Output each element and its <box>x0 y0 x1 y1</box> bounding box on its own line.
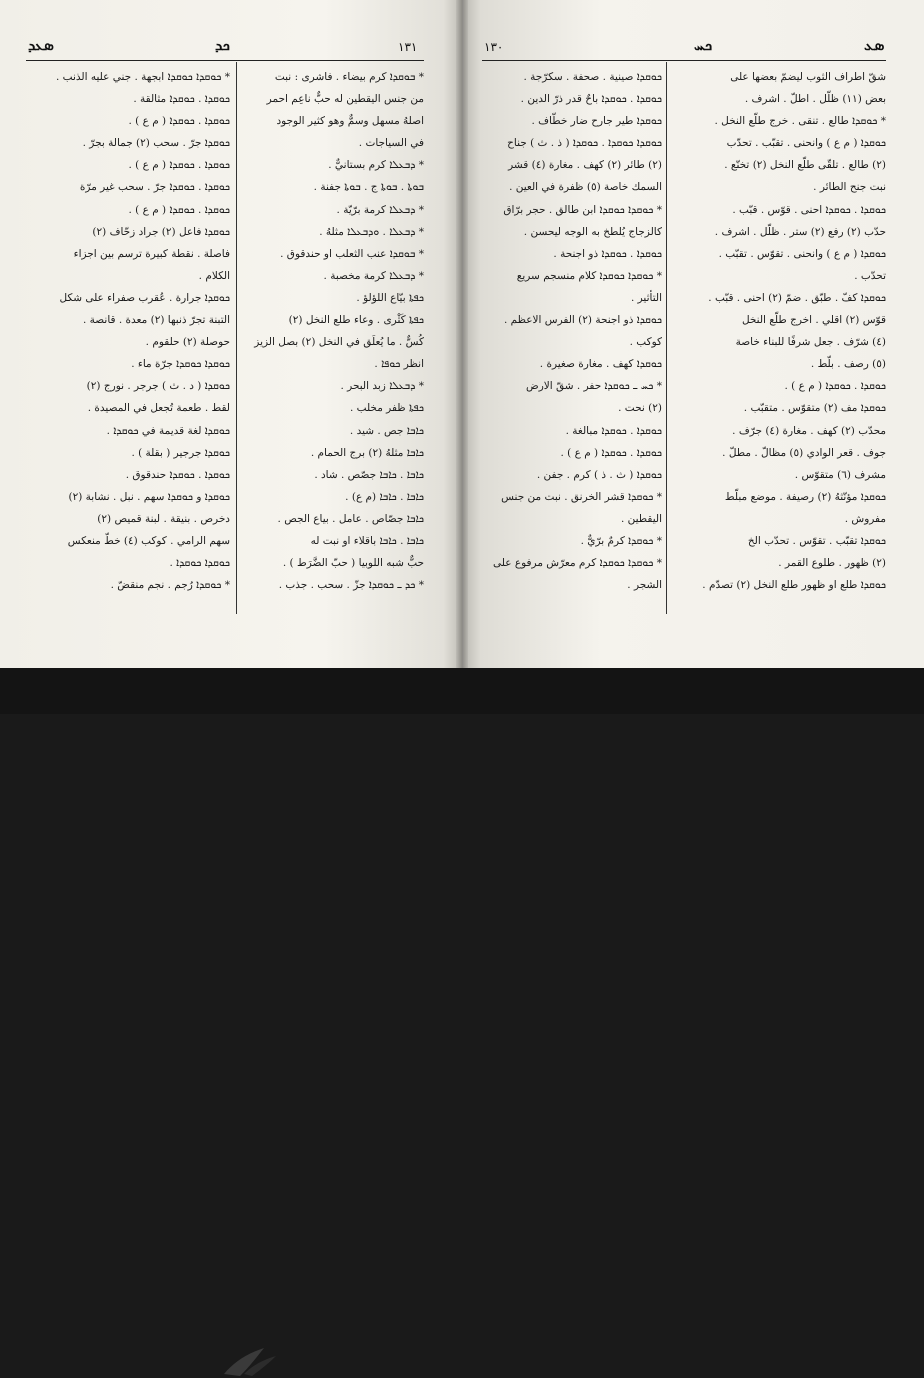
left-page-left-column-entry-line: لقط . طعمة تُجعل في المصيدة . <box>87 402 230 415</box>
right-page-number: ١٣٠ <box>484 40 504 54</box>
left-page-right-column-entry-line: * ܟܕ ـ ܟܘܩܕܐ جزّ . سحب . جذب . <box>278 579 424 592</box>
right-page-right-column-entry-line: ܟܘܩܕܐ ( م ع ) وانحنى . تقبّب . تحدّب <box>726 137 886 150</box>
left-page-left-column-entry-line: ܟܘܩܕܐ ܟܘܩܕܐ . <box>169 557 230 570</box>
left-page-right-column-entry-line: ܟܐܒܐ جصّاص . عامل . بياع الجص . <box>277 512 424 525</box>
left-page-left-column-entry-line: ܟܘܩܕܐ . ܟܘܩܕܐ جرّ . سحب غير مرّة <box>79 181 230 194</box>
right-page-left-column-entry-line: * ܟܘܩܕܐ كرمٌ برّيٌّ . <box>580 534 662 547</box>
right-page-header-rule <box>482 60 886 61</box>
left-page-right-column-entry-line: * ܒܘܩܕܐ عنب الثعلب او حندقوق . <box>280 247 424 260</box>
right-page-left-column-entry-line: التأثير . <box>630 291 662 304</box>
right-page-right-column-entry-line: شقّ اطراف الثوب ليضمّ بعضها على <box>730 71 886 83</box>
right-page-left-column-entry-line: * ܟܘܩܕܐ ܟܘܩܕܐ كرم معرّش مرفوع على <box>493 557 662 570</box>
left-page-right-column-entry-line: ܟܦܬܐ بيّاع اللؤلؤ . <box>356 291 424 304</box>
right-page-left-column-entry-line: ܟܘܩܕܐ . ܟܘܩܕܐ ( م ع ) . <box>560 446 662 459</box>
right-page <box>462 0 924 668</box>
left-page-right-column-entry-line: ܟܐܒܐ . ܟܐܒܐ باقلاء او نبت له <box>310 534 424 547</box>
left-page-left-column-entry-line: ܟܘܩܕܐ ܟܘܩܕܐ جرّة ماء . <box>131 358 230 371</box>
left-page-left-column-entry-line: ܟܘܩܕܐ . ܟܘܩܕܐ ( م ع ) . <box>128 203 230 216</box>
right-page-right-column-entry-line: جوف . قعر الوادي (٥) مظالّ . مطلّ . <box>722 446 886 459</box>
right-page-right-column-entry-line: قوّس (٢) اقلي . اخرج طلّع النخل <box>741 314 886 327</box>
left-page-right-column-entry-line: ܟܐܒܐ . ܟܐܒܐ (م ع) . <box>345 490 424 503</box>
left-page-right-column-entry-line: ܟܐܒܐ . ܟܐܒܐ جصّص . شاد . <box>314 468 424 481</box>
right-page-left-column <box>480 66 662 596</box>
right-page-left-column-entry-line: ܟܘܩܕܐ . ܟܘܩܕܐ ذو اجنحة . <box>553 247 662 260</box>
scanner-bed-edge <box>0 668 924 714</box>
left-page-left-column-entry-line: ܟܘܩܕܐ ( د . ث ) جرجر . نورج (٢) <box>86 380 230 393</box>
left-page-number: ١٣١ <box>398 40 418 54</box>
right-page-right-column-entry-line: * ܟܘܩܕܐ طالع . تنقى . خرج طلّع النخل . <box>714 115 886 128</box>
left-page-left-column-entry-line: حوصلة (٢) حلقوم . <box>145 336 230 349</box>
right-page-right-column-entry-line: بعض (١١) ظلّل . اطلّ . اشرف . <box>744 93 886 106</box>
right-page-right-column-entry-line: (٥) رصف . بلّط . <box>810 358 886 371</box>
left-page-right-column-entry-line: * ܕܒܥܠܐ كرم بستانيٌّ . <box>328 159 424 172</box>
left-page-left-column-entry-line: ܟܘܩܕܐ فاعل (٢) جراد زحّاف (٢) <box>92 225 230 238</box>
right-page-header-center: ܟܚ <box>694 36 713 54</box>
right-page-left-column-entry-line: * ܟܚ ـ ܟܘܩܕܐ حفر . شقّ الارض <box>526 380 662 393</box>
right-page-right-column-entry-line: ܟܘܩܕܐ . ܟܘܩܕܐ ( م ع ) . <box>784 380 886 393</box>
right-page-right-column-entry-line: نبت جنح الطائر . <box>813 181 886 194</box>
left-page-right-column-entry-line: * ܕܒܥܠܐ كرمة مخصبة . <box>323 269 424 282</box>
right-page-left-column-entry-line: (٢) طائر (٢) كهف . مغارة (٤) قشر <box>508 159 662 172</box>
right-page-left-column-entry-line: كالزجاج يُلطخ به الوجه ليحسن . <box>523 225 662 238</box>
left-page-right-column-entry-line: من جنس اليقطين له حبٌّ ناعِم احمر <box>266 93 424 106</box>
left-page-header-rule <box>26 60 424 61</box>
left-page-right-column-entry-line: * ܕܒܥܠܐ . ܘܕܒܥܠܐ مثلهُ . <box>319 225 424 238</box>
left-page-left-column-entry-line: ܟܘܩܕܐ . ܟܘܩܕܐ مثالقة . <box>133 93 230 106</box>
right-page-left-column-entry-line: ܟܘܩܕܐ ( ث . ذ ) كرم . جفن . <box>536 468 662 481</box>
right-page-left-column-entry-line: اليقطين . <box>620 512 662 525</box>
left-page-left-column-entry-line: ܟܘܩܕܐ جرارة . عُقرب صفراء على شكل <box>59 291 230 304</box>
right-page-right-column-entry-line: (٢) ظهور . طلوع القمر . <box>778 557 886 570</box>
right-page-right-column-entry-line: مشرف (٦) متقوّس . <box>794 468 886 481</box>
book-spread <box>0 0 924 668</box>
right-page-left-column-entry-line: السمك خاصة (٥) ظفرة في العين . <box>509 181 662 194</box>
right-page-column-divider <box>666 62 667 614</box>
right-page-right-column-entry-line: ܟܘܩܕܐ ( م ع ) وانحنى . تقوّس . تقبّب . <box>718 247 886 260</box>
left-page-right-column-entry-line: ܟܐܒܐ جص . شيد . <box>349 424 424 437</box>
right-page-right-column-entry-line: ܟܘܩܕܐ مؤنّثهُ (٢) رصيفة . موضع مبلّط <box>724 490 886 503</box>
right-page-left-column-entry-line: ܟܘܩܕܐ طير جارح ضار خطّاف . <box>531 115 662 128</box>
left-page-left-column-entry-line: الكلام . <box>198 269 230 282</box>
left-page-left-column-entry-line: * ܟܘܩܕܐ رُجم . نجم منقضّ . <box>110 579 230 592</box>
left-page-left-column-entry-line: * ܟܘܩܕܐ ܟܘܩܕܐ ابجهة . جني عليه الذنب . <box>55 71 230 83</box>
left-page-left-column-entry-line: ܟܘܩܕܐ جرّ . سحب (٢) جمالة بجرّ . <box>82 137 230 150</box>
right-page-right-column-entry-line: ܟܘܩܕܐ مف (٢) متقوّس . متقبّب . <box>743 402 886 415</box>
left-page-column-divider <box>236 62 237 614</box>
right-page-left-column-entry-line: ܟܘܩܕܐ ذو اجنحة (٢) الفرس الاعظم . <box>504 314 662 327</box>
right-page-left-column-entry-line: * ܟܘܩܕܐ قشر الخرنق . نبت من جنس <box>501 490 662 503</box>
right-page-left-column-entry-line: ܟܘܩܕܐ ܟܘܩܕܐ . ܟܘܩܕܐ ( ذ . ث ) جناح <box>507 137 662 150</box>
left-page-left-column-entry-line: ܟܘܩܕܐ جرجير ( بقلة ) . <box>131 446 230 459</box>
right-page-left-column-entry-line: * ܟܘܩܕܐ ܟܘܩܕܐ كلام منسجم سريع <box>516 269 662 282</box>
right-page-right-column <box>674 66 886 596</box>
left-page-right-column <box>244 66 424 596</box>
left-page-left-column-entry-line: ܟܘܩܕܐ . ܟܘܩܕܐ حندقوق . <box>125 468 230 481</box>
left-page-left-column-entry-line: ܟܘܩܕܐ لغة قديمة في ܟܘܩܕܐ . <box>106 424 230 437</box>
left-page-right-column-entry-line: ܟܦܬܐ كَثْرى . وعاء طلع النخل (٢) <box>288 314 424 327</box>
left-page-left-column-entry-line: ܟܘܩܕܐ . ܟܘܩܕܐ ( م ع ) . <box>128 115 230 128</box>
right-page-left-column-entry-line: ܟܘܩܕܐ صينية . صحفة . سكرّجة . <box>523 71 662 83</box>
left-page-left-column-entry-line: دخرص . بنيقة . لبنة قميص (٢) <box>97 512 230 525</box>
left-page-right-column-entry-line: في السياجات . <box>358 137 424 150</box>
left-page-right-column-entry-line: * ܕܒܥܠܐ زبد البحر . <box>340 380 424 393</box>
right-page-left-column-entry-line: ܟܘܩܕܐ . ܟܘܩܕܐ باحٌ قدر ذرّ الدين . <box>520 93 662 106</box>
left-page-left-column-entry-line: التبنة تجرّ ذنبها (٢) معدة . قانصة . <box>82 314 230 327</box>
right-page-right-column-entry-line: مفروش . <box>844 512 886 525</box>
left-page-right-column-entry-line: حبٌّ شبه اللوبيا ( حبّ الضَّرَط ) . <box>282 557 424 570</box>
left-page-left-column <box>24 66 230 596</box>
smudge-icon <box>220 1344 280 1378</box>
right-page-right-column-entry-line: (٤) شرّف . جعل شرفًا للبناء خاصة <box>735 336 886 349</box>
left-page-right-column-entry-line: انظر ܟܘܦܐ . <box>374 358 424 371</box>
left-page-left-column-entry-line: سهم الرامي . كوكب (٤) خطّ منعكس <box>67 534 230 547</box>
left-page-header-center: ܟܕ <box>215 36 230 54</box>
right-page-left-column-entry-line: كوكب . <box>629 336 662 349</box>
right-page-left-column-entry-line: (٢) نحت . <box>618 402 662 415</box>
left-page-header-left: ܣܥܕ <box>28 36 54 54</box>
book-gutter <box>456 0 468 668</box>
left-page-right-column-entry-line: اصلهُ مسهل وسمٌّ وهو كثير الوجود <box>276 115 424 128</box>
left-page <box>0 0 462 668</box>
left-page-right-column-entry-line: ܟܐܒܐ مثلهُ (٢) برج الحمام . <box>310 446 424 459</box>
left-page-right-column-entry-line: * ܕܒܥܠܐ كرمة برّيّة . <box>336 203 424 216</box>
right-page-right-column-entry-line: حدّب (٢) رفع (٢) ستر . ظلّل . اشرف . <box>714 225 886 238</box>
right-page-right-column-entry-line: محدّب (٢) كهف . مغارة (٤) جرّف . <box>732 424 886 437</box>
right-page-right-column-entry-line: ܟܘܩܕܐ تقبّب . تقوّس . تحدّب الخ <box>747 534 886 547</box>
left-page-left-column-entry-line: ܟܘܩܕܐ . ܟܘܩܕܐ ( م ع ) . <box>128 159 230 172</box>
right-page-left-column-entry-line: * ܟܘܩܕܐ ܟܘܩܕܐ ابن طالق . حجر برّاق <box>503 203 662 216</box>
right-page-right-column-entry-line: (٢) طالع . تلقّى طلّع النخل (٢) تخنّع . <box>724 159 886 172</box>
left-page-right-column-entry-line: ܒܘܬܐ . ܒܘܬܐ ج . ܒܘܬܐ جفنة . <box>313 181 424 194</box>
right-page-left-column-entry-line: ܟܘܩܕܐ كهف . مغارة صغيرة . <box>539 358 662 371</box>
right-page-left-column-entry-line: ܟܘܩܕܐ . ܟܘܩܕܐ مبالغة . <box>565 424 662 437</box>
right-page-header-right: ܣܥ <box>864 36 885 54</box>
left-page-right-column-entry-line: ܟܦܬܐ ظفر مخلب . <box>349 402 424 415</box>
left-page-left-column-entry-line: ܟܘܩܕܐ و ܟܘܩܕܐ سهم . نبل . نشابة (٢) <box>68 490 230 503</box>
right-page-right-column-entry-line: ܟܘܩܕܐ طلع او ظهور طلع النخل (٢) تصدّم . <box>702 579 886 592</box>
left-page-right-column-entry-line: كُسٌّ . ما يُعلَق في النخل (٢) بصل الزيز <box>254 336 424 349</box>
right-page-left-column-entry-line: الشجر . <box>627 579 662 592</box>
left-page-right-column-entry-line: * ܒܘܩܕܐ كرم بيضاء . فاشرى : نبت <box>274 71 424 83</box>
left-page-left-column-entry-line: فاصلة . نقطة كبيرة ترسم بين اجزاء <box>73 247 230 260</box>
right-page-right-column-entry-line: ܟܘܩܕܐ كفّ . طبّق . ضمّ (٢) احنى . قبّب . <box>708 291 886 304</box>
right-page-right-column-entry-line: ܟܘܩܕܐ . ܟܘܩܕܐ احنى . قوّس . قبّب . <box>732 203 886 216</box>
right-page-right-column-entry-line: تحدّب . <box>854 269 886 282</box>
